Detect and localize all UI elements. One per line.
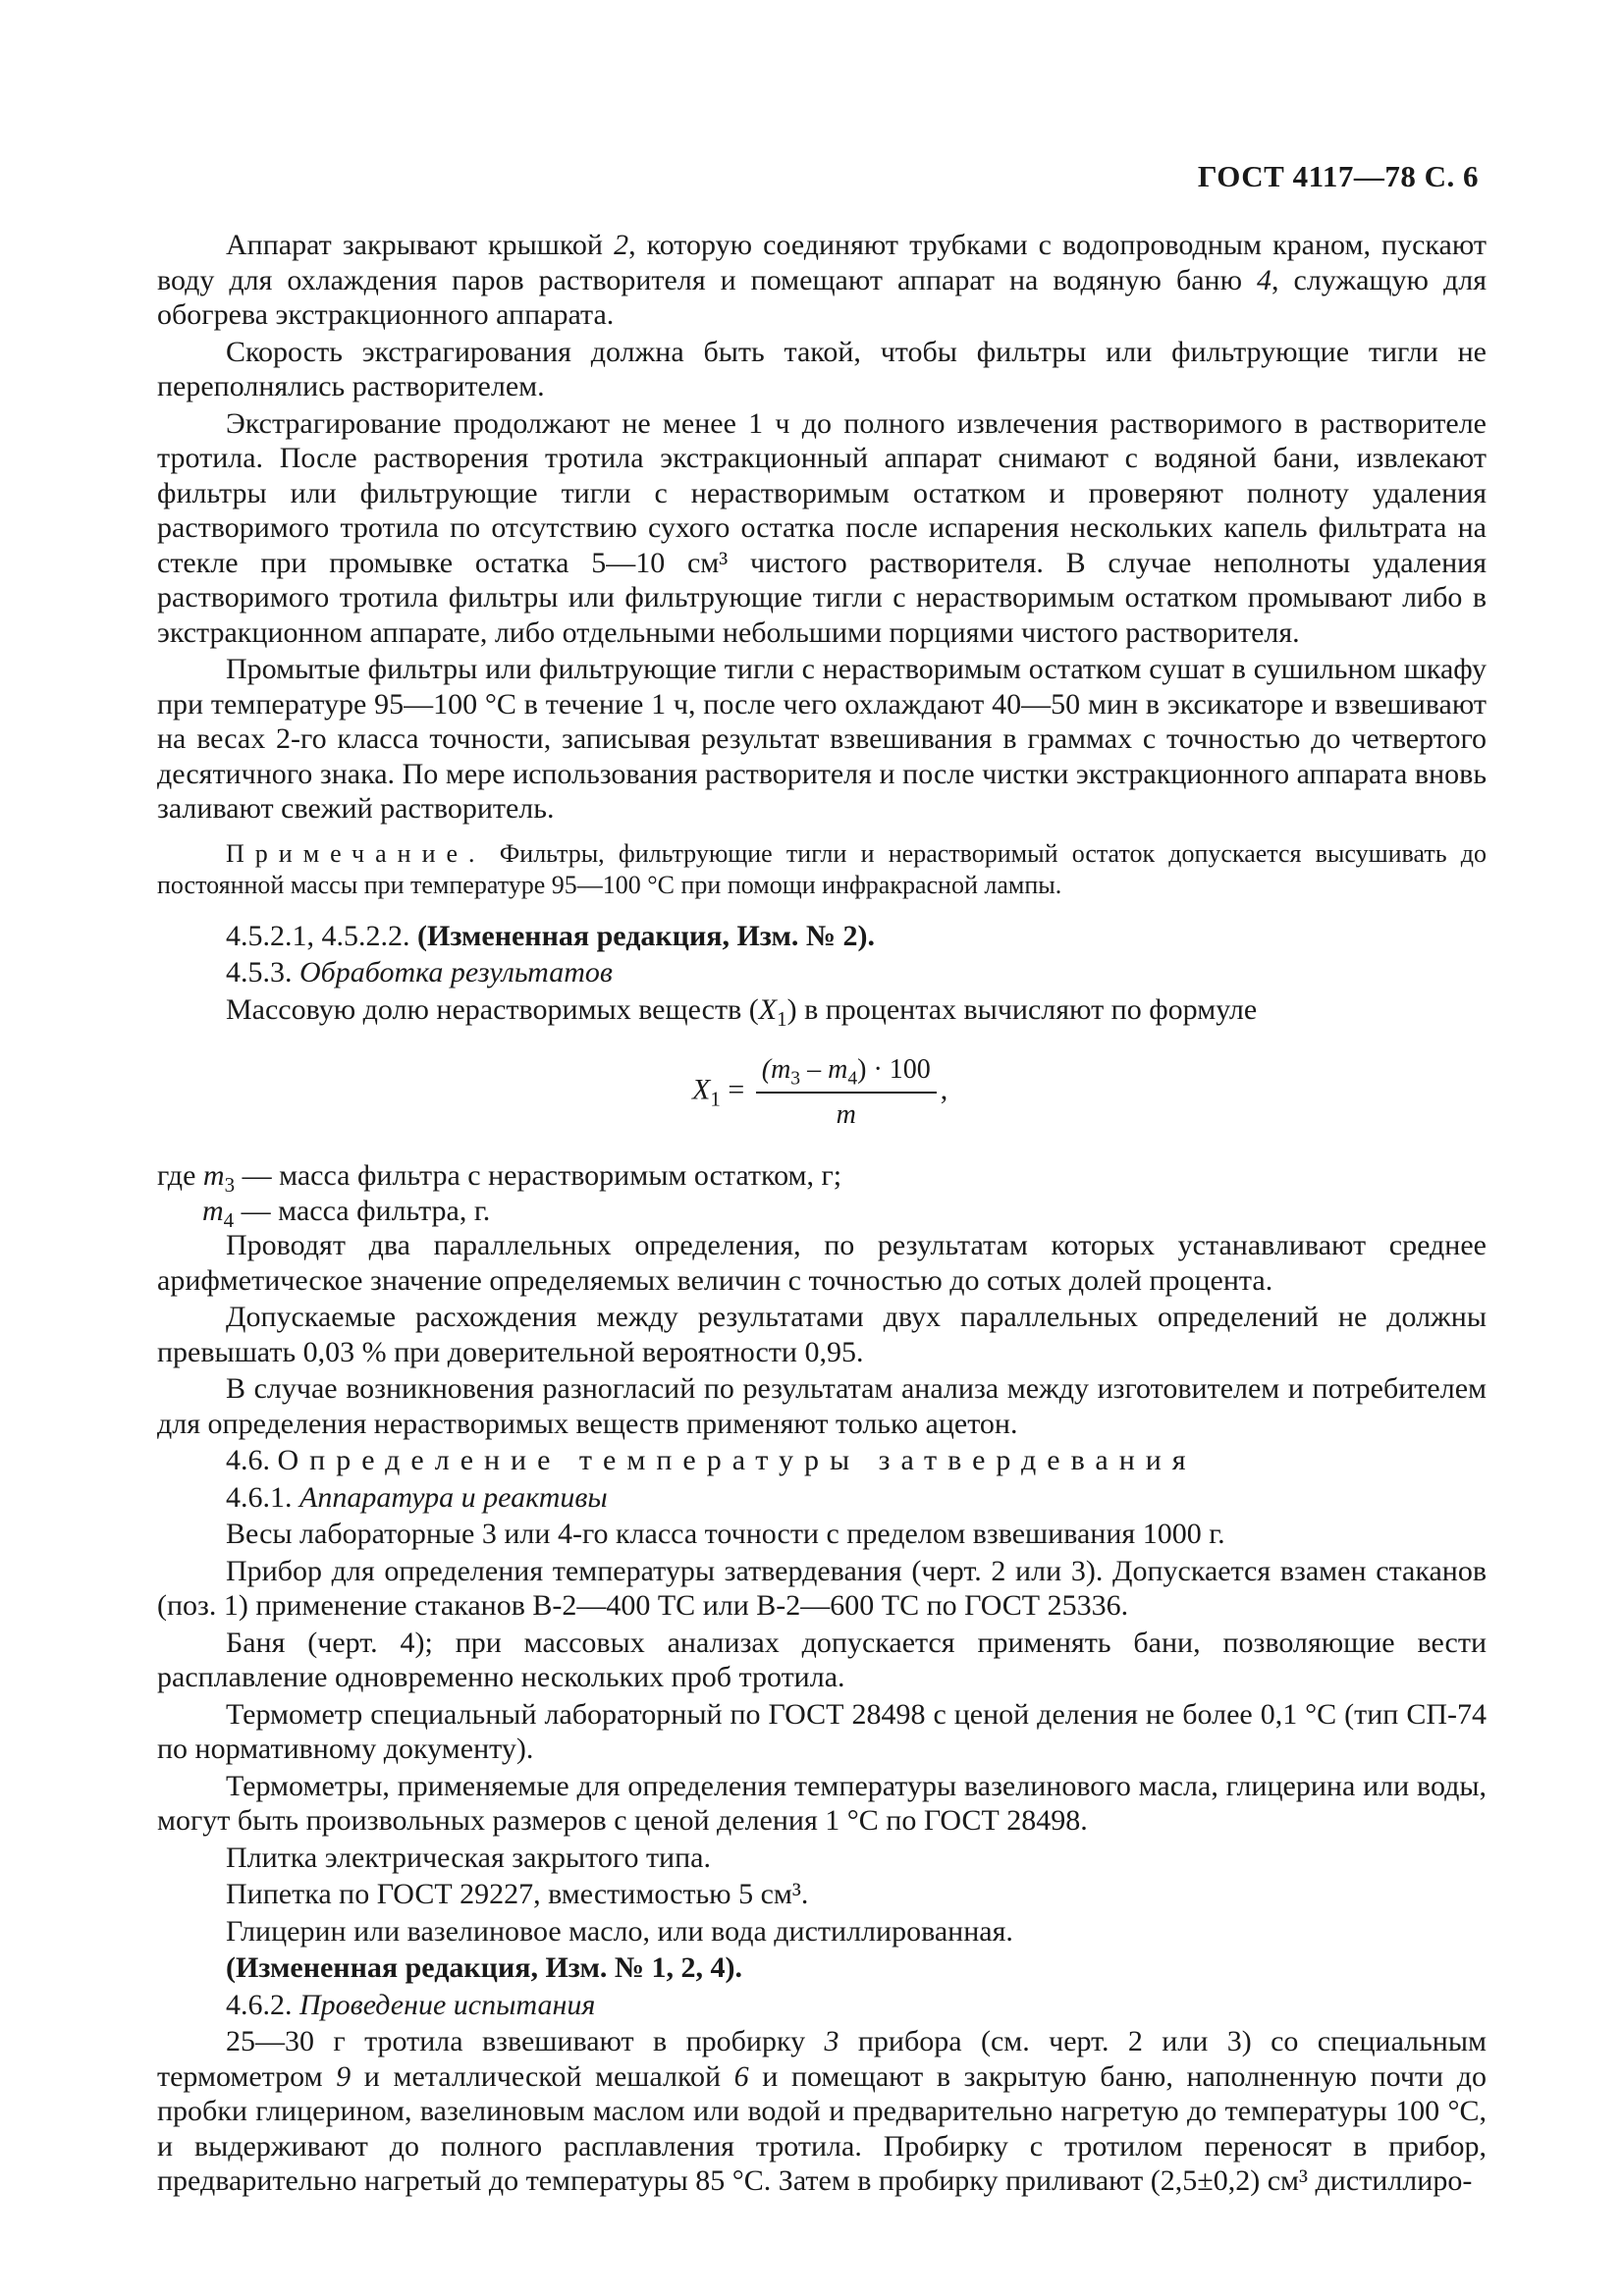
- text: — масса фильтра, г.: [234, 1194, 491, 1227]
- paragraph: Термометр специальный лабораторный по ГОСТ 28498 с ценой деления не более 0,1 °С (тип СП-74 по нормативному документу).: [157, 1697, 1487, 1765]
- subscript: 4: [223, 1207, 235, 1232]
- equals-sign: =: [728, 1073, 745, 1106]
- fraction: [756, 1052, 937, 1132]
- section-heading: [157, 1480, 1487, 1516]
- subscript: 4: [847, 1068, 858, 1090]
- subscript: 1: [777, 1006, 787, 1031]
- text: где: [157, 1159, 203, 1192]
- paragraph: Допускаемые расхождения между результатами двух параллельных определений не должны превышать 0,03 % при доверительной вероятности 0,95.: [157, 1301, 1487, 1368]
- variable: m: [202, 1194, 224, 1227]
- text: 25—30 г тротила взвешивают в пробирку: [226, 2025, 825, 2057]
- text: Аппарат закрывают крышкой: [226, 229, 615, 261]
- formula: [692, 1052, 947, 1132]
- subscript: 3: [224, 1173, 236, 1197]
- section-heading: [157, 1443, 1487, 1478]
- note-text: Фильтры, фильтрующие тигли и нерастворимый остаток допускается высушивать до постоянной массы при температуре 95—100 °С при помощи инфракрасной лампы.: [157, 838, 1487, 899]
- variable: m: [202, 1159, 225, 1192]
- ref-number: 2: [614, 229, 629, 261]
- text: , служащую для обогрева экстракционного аппарата.: [157, 263, 1487, 331]
- section-heading: [157, 1988, 1487, 2023]
- paragraph: Весы лабораторные 3 или 4-го класса точности с пределом взвешивания 1000 г.: [226, 1518, 1225, 1550]
- ref-number: 9: [336, 2059, 352, 2093]
- text: – m: [800, 1054, 848, 1085]
- ref-number: 6: [733, 2059, 749, 2093]
- paragraph: Глицерин или вазелиновое масло, или вода дистиллированная.: [226, 1914, 1013, 1948]
- subscript: 3: [790, 1068, 801, 1090]
- text: ) в процентах вычисляют по формуле: [786, 992, 1258, 1026]
- paragraph: Прибор для определения температуры затвердевания (черт. 2 или 3). Допускается взамен стаканов (поз. 1) применение стаканов В-2—400 ТС или В-2—600 ТС по ГОСТ 25336.: [157, 1554, 1487, 1622]
- paragraph: В случае возникновения разногласий по результатам анализа между изготовителем и потребителем для определения нерастворимых веществ применяют только ацетон.: [157, 1372, 1487, 1440]
- text: ) · 100: [857, 1054, 931, 1085]
- ref-number: 4: [1257, 263, 1272, 296]
- paragraph: Скорость экстрагирования должна быть такой, чтобы фильтры или фильтрующие тигли не переполнялись растворителем.: [157, 335, 1487, 402]
- section-title: Проведение испытания: [299, 1988, 596, 2021]
- paragraph: Экстрагирование продолжают не менее 1 ч до полного извлечения растворимого в растворителе тротила. После растворения тротила экстракционный аппарат снимают с водяной бани, извлекают фильтры или фильтрующие тигли с нерастворимым остатком и проверяют полноту удаления растворимого тротила по отсутствию сухого остатка после испарения нескольких капель фильтрата на стекле при промывке остатка 5—10 см³ чистого растворителя. В случае неполноты удаления растворимого тротила фильтры или фильтрующие тигли с нерастворимым остатком промывают либо в экстракционном аппарате, либо отдельными небольшими порциями чистого растворителя.: [157, 406, 1487, 649]
- text: и металлической мешалкой: [351, 2059, 734, 2093]
- text: — масса фильтра с нерастворимым остатком, г;: [235, 1159, 842, 1192]
- variable: X: [758, 992, 778, 1026]
- paragraph: [157, 228, 1487, 333]
- section-title: Обработка результатов: [299, 956, 613, 988]
- formula-block: [157, 1031, 1487, 1150]
- paragraph: Плитка электрическая закрытого типа.: [226, 1841, 711, 1874]
- paragraph: Проводят два параллельных определения, по результатам которых устанавливают среднее арифметическое значение определяемых величин с точностью до сотых долей процента.: [157, 1229, 1487, 1297]
- paragraph: Термометры, применяемые для определения температуры вазелинового масла, глицерина или воды, могут быть произвольных размеров с ценой деления 1 °С по ГОСТ 28498.: [157, 1769, 1487, 1837]
- note: [157, 838, 1487, 901]
- note-label: Примечание.: [226, 838, 486, 868]
- text: Массовую долю нерастворимых веществ (: [226, 992, 759, 1026]
- amendment-line: [157, 919, 1487, 954]
- paragraph: Баня (черт. 4); при массовых анализах допускается применять бани, позволяющие вести расплавление одновременно нескольких проб тротила.: [157, 1626, 1487, 1693]
- comma: ,: [940, 1073, 948, 1106]
- legend-line: [157, 1158, 1487, 1197]
- text: прибора (см. черт. 2 или 3) со специальным термометром: [157, 2025, 1487, 2093]
- formula-intro: [157, 992, 1487, 1031]
- section-number: 4.6.: [226, 1444, 278, 1476]
- numerator: [756, 1052, 937, 1094]
- section-heading: [157, 955, 1487, 990]
- section-number: 4.6.1.: [226, 1480, 299, 1514]
- amendment-note: (Измененная редакция, Изм. № 2).: [417, 919, 876, 952]
- section-number: 4.5.2.1, 4.5.2.2.: [226, 919, 417, 952]
- ref-number: 3: [824, 2025, 839, 2057]
- subscript: 1: [710, 1087, 721, 1111]
- legend-line: [157, 1194, 1487, 1232]
- text: , которую соединяют трубками с водопроводным краном, пускают воду для охлаждения паров растворителя и помещают аппарат на водяную баню: [157, 229, 1487, 296]
- amendment-note: (Измененная редакция, Изм. № 1, 2, 4).: [226, 1951, 743, 1984]
- section-number: 4.5.3.: [226, 956, 299, 988]
- document-body: [157, 228, 1487, 2201]
- page-header: ГОСТ 4117—78 С. 6: [1197, 159, 1479, 193]
- section-number: 4.6.2.: [226, 1988, 299, 2021]
- section-title: Определение температуры затвердевания: [277, 1444, 1197, 1476]
- paragraph: Пипетка по ГОСТ 29227, вместимостью 5 см³.: [226, 1878, 809, 1910]
- text: (m: [761, 1054, 791, 1085]
- text: и помещают в закрытую баню, наполненную почти до пробки глицерином, вазелиновым маслом или водой и предварительно нагретую до температуры 100 °С, и выдерживают до полного расплавления тротила. Пробирку с тротилом переносят в прибор, предварительно нагретый до температуры 85 °С. Затем в пробирку приливают (2,5±0,2) см³ дистиллиро-: [157, 2059, 1487, 2197]
- section-title: Аппаратура и реактивы: [299, 1480, 608, 1514]
- denominator: m: [836, 1098, 856, 1130]
- paragraph: Промытые фильтры или фильтрующие тигли с нерастворимым остатком сушат в сушильном шкафу при температуре 95—100 °С в течение 1 ч, после чего охлаждают 40—50 мин в эксикаторе и взвешивают на весах 2-го класса точности, записывая результат взвешивания в граммах с точностью до четвертого десятичного знака. По мере использования растворителя и после чистки экстракционного аппарата вновь заливают свежий растворитель.: [157, 653, 1487, 825]
- paragraph: [157, 2024, 1487, 2199]
- formula-lhs: X: [692, 1073, 711, 1106]
